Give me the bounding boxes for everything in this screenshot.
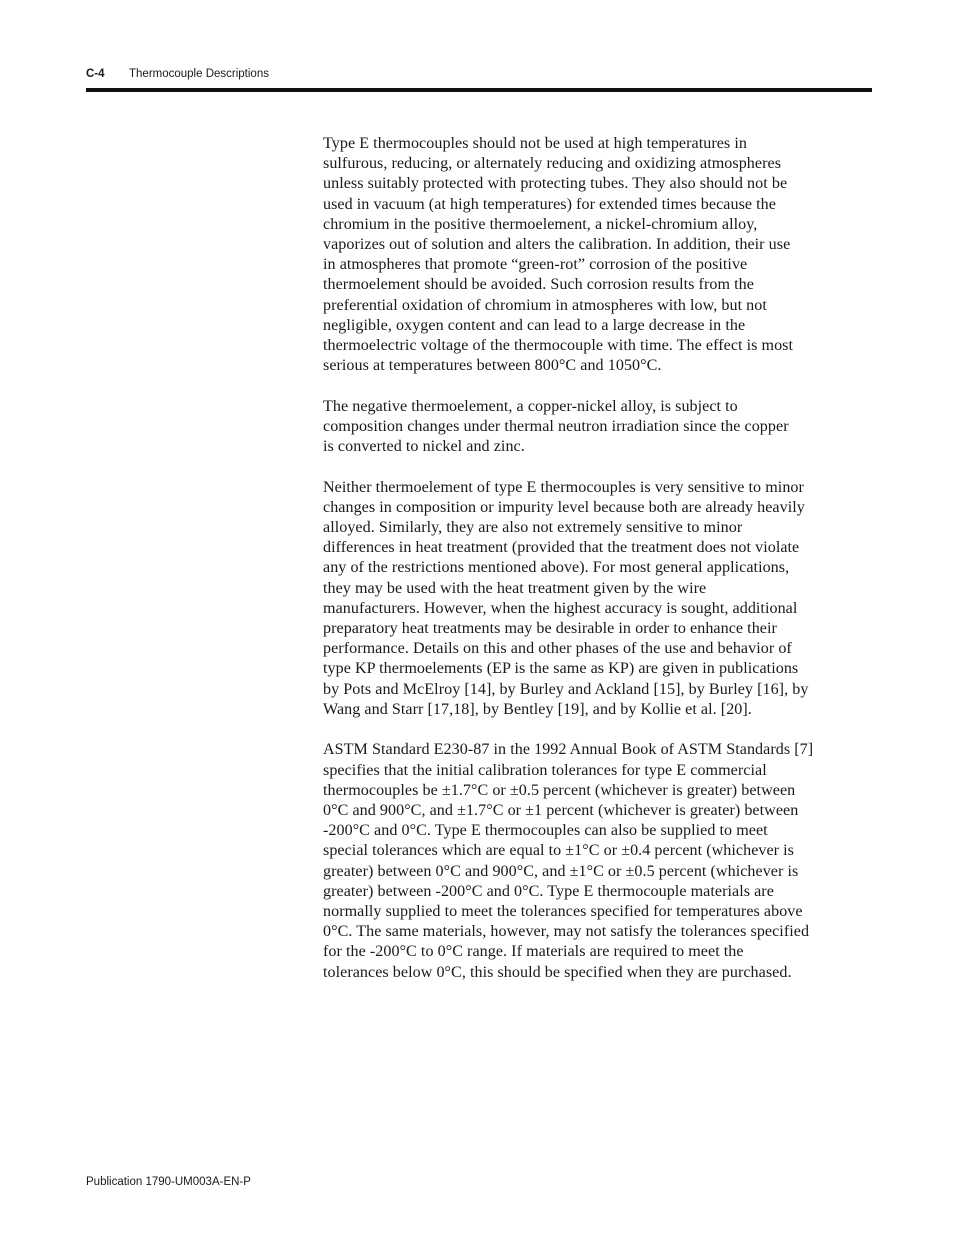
publication-number: Publication 1790-UM003A-EN-P xyxy=(86,1176,251,1188)
paragraph-type-e-atmospheres: Type E thermocouples should not be used at high temperatures in sulfurous, reducing, or alternately reducing and oxidizing atmospheres unless suitably protected with protecting tubes. They also should not be used in vacuum (at high temperatures) for extended times because the chromium in the positive thermoelement, a nickel-chromium alloy, vaporizes out of solution and alters the calibration. In addition, their use in atmospheres that promote “green-rot” corrosion of the positive thermoelement should be avoided. Such corrosion results from the preferential oxidation of chromium in atmospheres with low, but not negligible, oxygen content and can lead to a large decrease in the thermoelectric voltage of the thermocouple with time. The effect is most serious at temperatures between 800°C and 1050°C. xyxy=(323,135,794,375)
section-title: Thermocouple Descriptions xyxy=(129,68,269,80)
page-header xyxy=(86,66,872,88)
paragraph-sensitivity: Neither thermoelement of type E thermocouples is very sensitive to minor changes in composition or impurity level because both are already heavily alloyed. Similarly, they are also not extremely sensitive to minor differences in heat treatment (provided that the treatment does not violate any of the restrictions mentioned above). For most general applications, they may be used with the heat treatment given by the wire manufacturers. However, when the highest accuracy is sought, additional preparatory heat treatments may be desirable in order to enhance their performance. Details on this and other phases of the use and behavior of type KP thermoelements (EP is the same as KP) are given in publications by Pots and McElroy [14], by Burley and Ackland [15], by Burley [16], by Wang and Starr [17,18], by Bentley [19], and by Kollie et al. [20]. xyxy=(323,478,809,718)
paragraph-negative-thermoelement: The negative thermoelement, a copper-nickel alloy, is subject to composition changes under thermal neutron irradiation since the copper is converted to nickel and zinc. xyxy=(323,397,789,456)
header-rule xyxy=(86,88,872,92)
paragraph-astm-tolerances: ASTM Standard E230-87 in the 1992 Annual Book of ASTM Standards [7] specifies that the initial calibration tolerances for type E commercial thermocouples be ±1.7°C or ±0.5 percent (whichever is greater) between 0°C and 900°C, and ±1.7°C or ±1 percent (whichever is greater) between -200°C and 0°C. Type E thermocouples can also be supplied to meet special tolerances which are equal to ±1°C or ±0.4 percent (whichever is greater) between 0°C and 900°C, and ±1°C or ±0.5 percent (whichever is greater) between -200°C and 0°C. Type E thermocouple materials are normally supplied to meet the tolerances specified for temperatures above 0°C. The same materials, however, may not satisfy the tolerances specified for the -200°C to 0°C range. If materials are required to meet the tolerances below 0°C, this should be specified when they are purchased. xyxy=(323,741,814,981)
body-text xyxy=(323,134,871,1003)
page-number: C-4 xyxy=(86,68,105,80)
page-footer xyxy=(86,1174,251,1190)
